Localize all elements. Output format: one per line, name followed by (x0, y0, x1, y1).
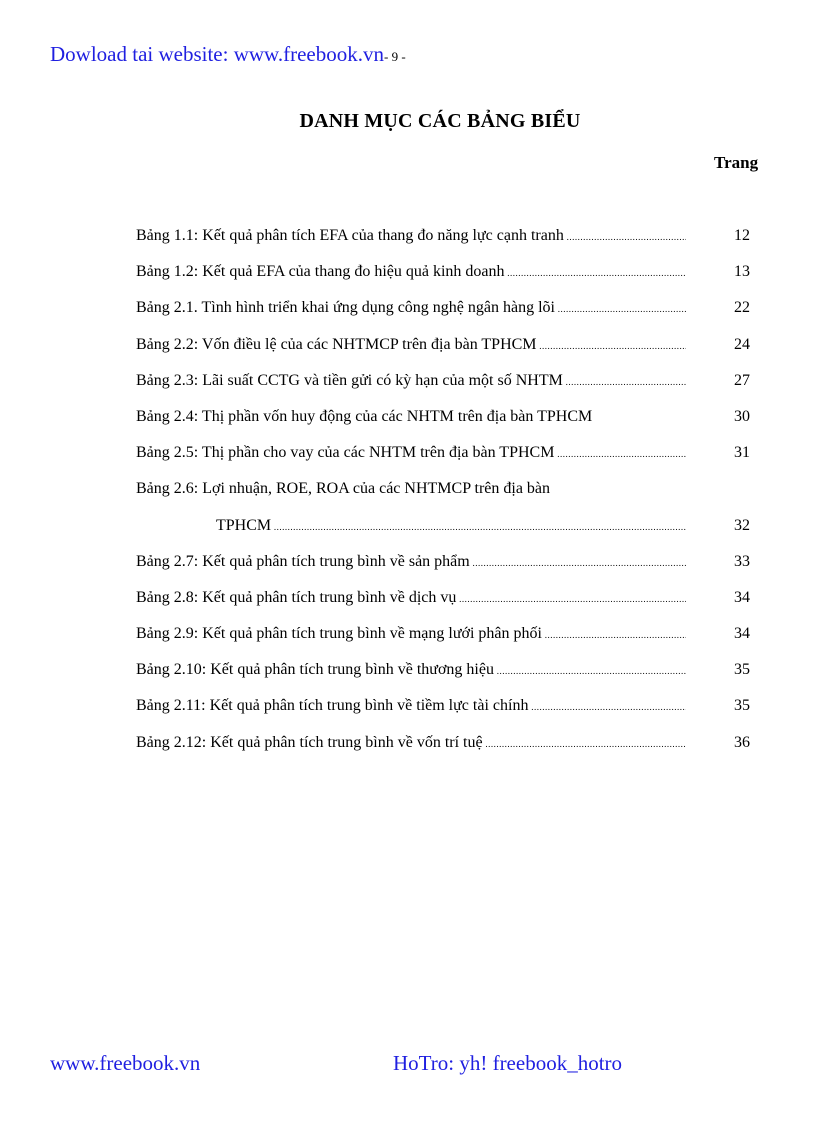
toc-entry-label: Bảng 1.2: Kết quả EFA của thang đo hiệu quả kinh doanh ..... (136, 258, 686, 287)
page-column-label: Trang (714, 153, 759, 172)
toc-entry-page: 24 (734, 335, 750, 353)
toc-entry[interactable] (136, 403, 750, 439)
table-of-tables (136, 222, 750, 765)
toc-entry[interactable] (136, 729, 750, 765)
toc-entry-label: Bảng 2.9: Kết quả phân tích trung bình về mạng lưới phân phối ..... (136, 620, 686, 649)
toc-entry-label: Bảng 2.7: Kết quả phân tích trung bình về sản phẩm ..... (136, 548, 686, 577)
toc-entry-label: Bảng 2.5: Thị phần cho vay của các NHTM trên địa bàn TPHCM ..... (136, 439, 686, 468)
website-link[interactable]: Dowload tai website: www.freebook.vn (50, 42, 384, 66)
toc-entry-label: Bảng 2.10: Kết quả phân tích trung bình về thương hiệu ..... (136, 656, 686, 685)
toc-entry[interactable] (136, 294, 750, 330)
toc-entry-label: Bảng 2.3: Lãi suất CCTG và tiền gửi có kỳ hạn của một số NHTM ..... (136, 367, 686, 396)
toc-entry[interactable] (136, 331, 750, 367)
toc-entry-page: 12 (734, 227, 750, 244)
toc-entry[interactable] (136, 692, 750, 728)
toc-entry-page: 34 (734, 588, 750, 606)
toc-entry-page: 31 (734, 444, 750, 462)
toc-entry-page: 30 (734, 407, 750, 425)
toc-entry-page: 35 (734, 661, 750, 679)
toc-entry-continuation[interactable] (136, 512, 750, 548)
toc-entry-page: 35 (734, 697, 750, 715)
toc-entry-page: 22 (734, 299, 750, 317)
toc-entry-page: 13 (734, 263, 750, 281)
toc-entry-page: 34 (734, 625, 750, 643)
toc-entry-label: Bảng 2.6: Lợi nhuận, ROE, ROA của các NHTMCP trên địa bàn (136, 480, 551, 498)
toc-entry-page: 27 (734, 371, 750, 389)
footer-website-link[interactable]: www.freebook.vn (50, 1051, 201, 1075)
toc-entry-label: TPHCM ..... (216, 512, 686, 541)
toc-entry[interactable] (136, 222, 750, 258)
toc-entry-label: Bảng 2.4: Thị phần vốn huy động của các NHTM trên địa bàn TPHCM (136, 407, 593, 425)
toc-entry[interactable] (136, 620, 750, 656)
toc-entry[interactable] (136, 367, 750, 403)
toc-entry-page: 36 (734, 733, 750, 751)
toc-entry[interactable] (136, 475, 750, 511)
page-title: DANH MỤC CÁC BẢNG BIỂU (299, 110, 581, 132)
toc-entry[interactable] (136, 656, 750, 692)
toc-entry-label: Bảng 2.12: Kết quả phân tích trung bình về vốn trí tuệ ..... (136, 729, 686, 758)
toc-entry-label: Bảng 1.1: Kết quả phân tích EFA của thang đo năng lực cạnh tranh ..... (136, 222, 686, 251)
toc-entry[interactable] (136, 439, 750, 475)
toc-entry-label: Bảng 2.2: Vốn điều lệ của các NHTMCP trên địa bàn TPHCM ..... (136, 331, 686, 360)
page-number: - 9 - (383, 49, 406, 64)
toc-entry-label: Bảng 2.1. Tình hình triển khai ứng dụng công nghệ ngân hàng lõi ..... (136, 294, 686, 323)
toc-entry-page: 32 (734, 516, 750, 534)
toc-entry-label: Bảng 2.8: Kết quả phân tích trung bình về dịch vụ ..... (136, 584, 686, 613)
toc-entry[interactable] (136, 584, 750, 620)
toc-entry-page: 33 (734, 552, 750, 570)
toc-entry[interactable] (136, 548, 750, 584)
toc-entry[interactable] (136, 258, 750, 294)
toc-entry-label: Bảng 2.11: Kết quả phân tích trung bình về tiềm lực tài chính ..... (136, 692, 686, 721)
page-header (50, 42, 406, 67)
footer-support-text: HoTro: yh! freebook_hotro (393, 1051, 623, 1075)
